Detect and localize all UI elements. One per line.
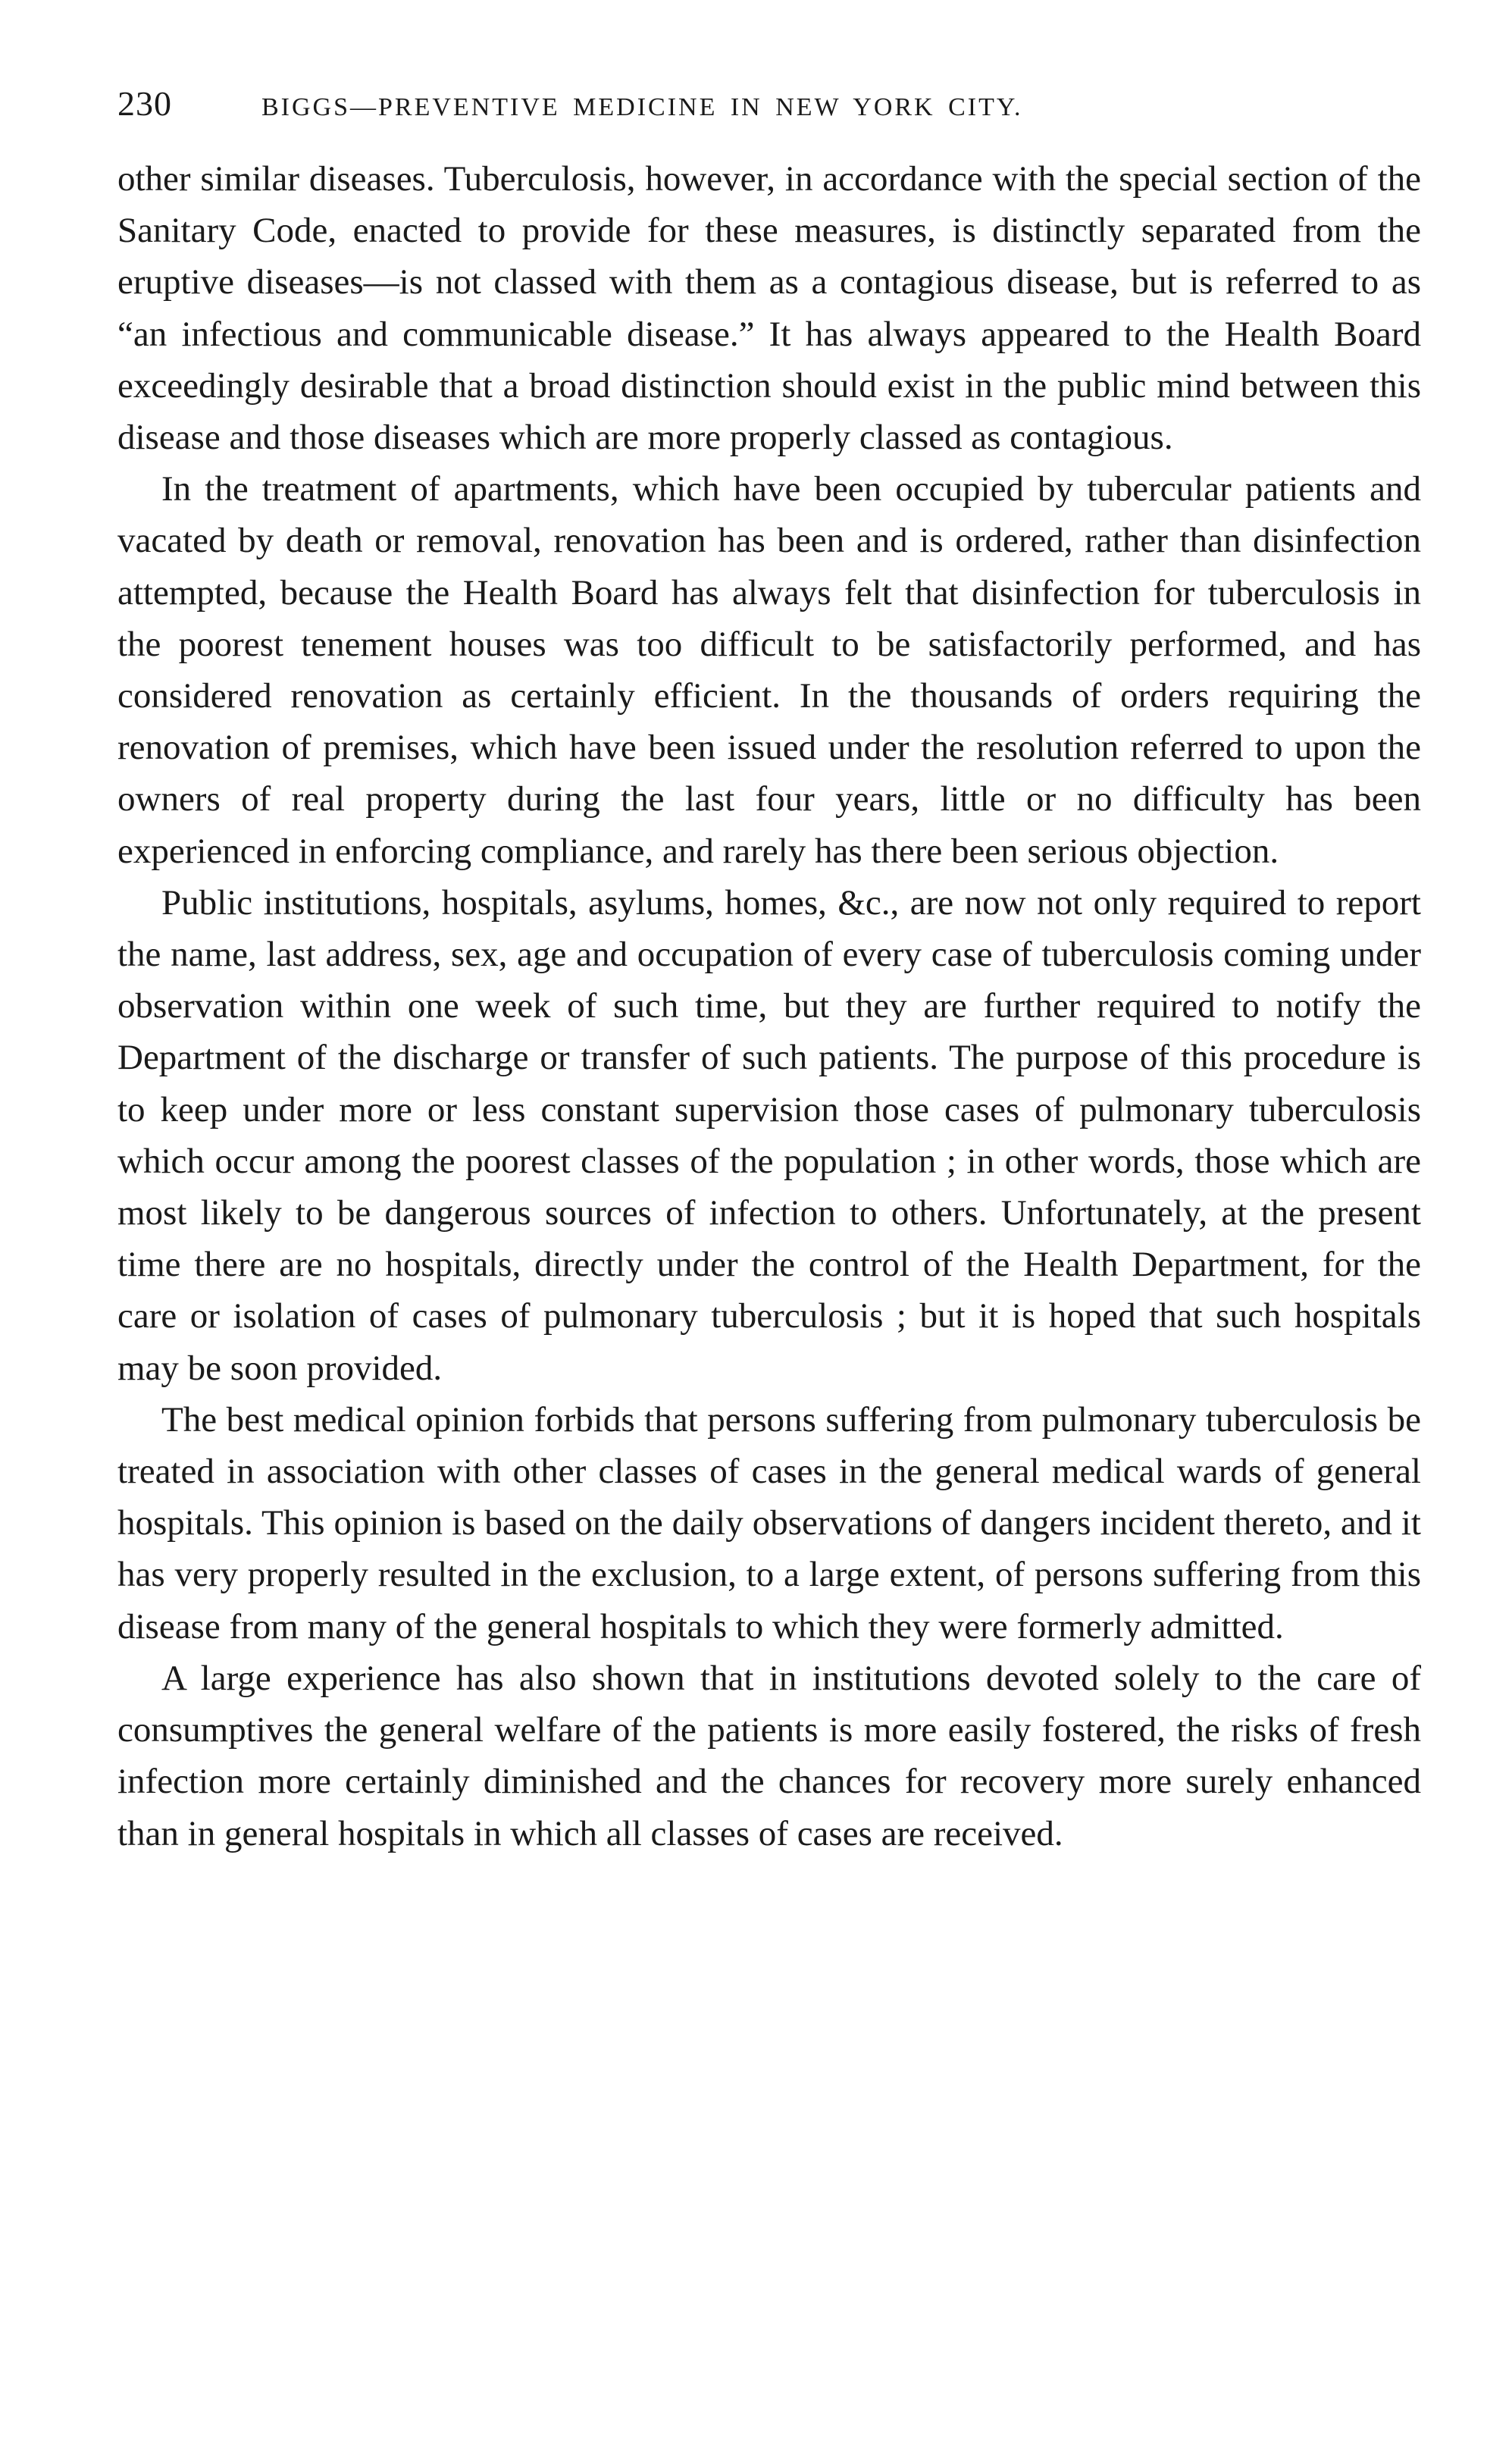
page-number: 230 <box>117 84 172 123</box>
book-page <box>117 83 1421 1859</box>
paragraph-continued: other similar diseases. Tuberculosis, however, in accordance with the special section of the Sanitary Code, enacted to provide for these measures, is distinctly separated from the eruptive diseases—is not classed with them as a contagious disease, but is referred to as “an infectious and communicable disease.” It has always appeared to the Health Board exceedingly desirable that a broad distinction should exist in the public mind between this disease and those diseases which are more properly classed as contagious. <box>117 159 1421 458</box>
paragraph-public-institutions: Public institutions, hospitals, asylums, homes, &c., are now not only required to report the name, last address, sex, age and occupation of every case of tuberculosis coming under observation within one week of such time, but they are further required to notify the Department of the discharge or transfer of such patients. The purpose of this procedure is to keep under more or less constant supervision those cases of pulmonary tuberculosis which occur among the poorest classes of the population ; in other words, those which are most likely to be dangerous sources of infection to others. Unfortunately, at the present time there are no hospitals, directly under the control of the Health Department, for the care or isolation of cases of pulmonary tuberculosis ; but it is hoped that such hospitals may be soon provided. <box>117 882 1421 1388</box>
running-head <box>117 83 1421 136</box>
paragraph-medical-opinion: The best medical opinion forbids that persons suffering from pulmonary tuberculosis be treated in association with other classes of cases in the general medical wards of general hospitals. This opinion is based on the daily observations of dangers incident thereto, and it has very properly resulted in the exclusion, to a large extent, of persons suffering from this disease from many of the general hospitals to which they were formerly admitted. <box>117 1399 1421 1646</box>
paragraph-consumptives: A large experience has also shown that in institutions devoted solely to the care of consumptives the general welfare of the patients is more easily fostered, the risks of fresh infection more certainly diminished and the chances for recovery more surely enhanced than in general hospitals in which all classes of cases are received. <box>117 1658 1421 1853</box>
running-head-title: BIGGS—PREVENTIVE MEDICINE IN NEW YORK CITY. <box>261 93 1023 121</box>
paragraph-renovation: In the treatment of apartments, which have been occupied by tubercular patients and vacated by death or removal, renovation has been and is ordered, rather than disinfection attempted, because the Health Board has always felt that disinfection for tuberculosis in the poorest tenement houses was too difficult to be satisfactorily performed, and has considered renovation as certainly efficient. In the thousands of orders requiring the renovation of premises, which have been issued under the resolution referred to upon the owners of real property during the last four years, little or no difficulty has been experienced in enforcing compliance, and rarely has there been serious objection. <box>117 469 1421 871</box>
body-text <box>117 153 1421 1859</box>
